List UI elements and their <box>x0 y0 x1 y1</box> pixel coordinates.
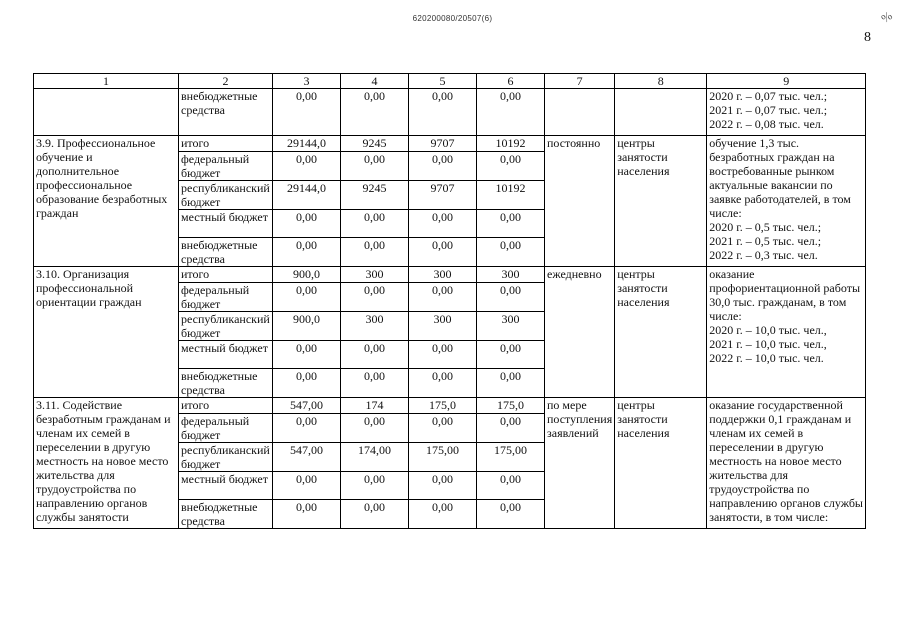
funding-source: внебюджетные средства <box>179 238 273 267</box>
funding-source: внебюджетные средства <box>179 500 273 529</box>
value-cell: 0,00 <box>477 500 545 529</box>
value-cell: 175,00 <box>477 443 545 472</box>
column-header: 7 <box>545 74 615 89</box>
value-cell: 0,00 <box>409 341 477 369</box>
funding-row <box>34 136 866 152</box>
value-cell: 174 <box>341 398 409 414</box>
value-cell: 10192 <box>477 181 545 210</box>
column-header: 3 <box>273 74 341 89</box>
program-table <box>33 73 866 529</box>
value-cell: 0,00 <box>273 414 341 443</box>
funding-source: итого <box>179 267 273 283</box>
value-cell: 0,00 <box>273 152 341 181</box>
value-cell: 0,00 <box>341 210 409 238</box>
value-cell: 900,0 <box>273 267 341 283</box>
value-cell: 9707 <box>409 136 477 152</box>
value-cell: 0,00 <box>477 472 545 500</box>
funding-source: федеральный бюджет <box>179 283 273 312</box>
value-cell: 0,00 <box>273 238 341 267</box>
funding-source: федеральный бюджет <box>179 152 273 181</box>
funding-source: внебюджетные средства <box>179 369 273 398</box>
value-cell: 0,00 <box>477 210 545 238</box>
column-numbers-row <box>34 74 866 89</box>
funding-source: местный бюджет <box>179 341 273 369</box>
funding-source: итого <box>179 136 273 152</box>
value-cell: 0,00 <box>409 369 477 398</box>
period-cell: постоянно <box>545 136 615 267</box>
value-cell: 0,00 <box>409 210 477 238</box>
value-cell: 175,0 <box>409 398 477 414</box>
value-cell: 0,00 <box>477 414 545 443</box>
page-number: 8 <box>864 30 871 45</box>
funding-row <box>34 267 866 283</box>
empty-cell <box>34 89 179 136</box>
value-cell: 175,00 <box>409 443 477 472</box>
value-cell: 0,00 <box>409 283 477 312</box>
value-cell: 0,00 <box>477 238 545 267</box>
empty-cell <box>615 89 707 136</box>
value-cell: 0,00 <box>477 283 545 312</box>
executor-cell: центры занятости населения <box>615 398 707 529</box>
handwritten-mark: % <box>878 8 895 26</box>
period-cell: ежедневно <box>545 267 615 398</box>
value-cell: 0,00 <box>273 341 341 369</box>
value-cell: 0,00 <box>409 500 477 529</box>
funding-source: федеральный бюджет <box>179 414 273 443</box>
funding-source: республиканский бюджет <box>179 181 273 210</box>
value-cell: 300 <box>341 312 409 341</box>
value-cell: 0,00 <box>409 472 477 500</box>
value-cell: 547,00 <box>273 398 341 414</box>
value-cell: 9245 <box>341 136 409 152</box>
value-cell: 29144,0 <box>273 181 341 210</box>
value-cell: 300 <box>409 312 477 341</box>
column-header: 8 <box>615 74 707 89</box>
value-cell: 300 <box>409 267 477 283</box>
period-cell: по мере поступления заявлений <box>545 398 615 529</box>
value-cell: 300 <box>341 267 409 283</box>
value-cell: 0,00 <box>477 89 545 136</box>
value-cell: 0,00 <box>273 283 341 312</box>
value-cell: 0,00 <box>341 89 409 136</box>
result-cell: обучение 1,3 тыс. безработных граждан на востребованные рынком актуальные вакансии по заявке работодателей, в том числе: 2020 г. – 0,5 тыс. чел.; 2021 г. – 0,5 тыс. чел.; 2022 г. – 0,3 тыс. чел. <box>707 136 866 267</box>
value-cell: 300 <box>477 312 545 341</box>
value-cell: 29144,0 <box>273 136 341 152</box>
value-cell: 900,0 <box>273 312 341 341</box>
column-header: 5 <box>409 74 477 89</box>
value-cell: 0,00 <box>477 369 545 398</box>
value-cell: 0,00 <box>341 369 409 398</box>
result-cell: 2020 г. – 0,07 тыс. чел.; 2021 г. – 0,07 тыс. чел.; 2022 г. – 0,08 тыс. чел. <box>707 89 866 136</box>
funding-source: республиканский бюджет <box>179 312 273 341</box>
value-cell: 9245 <box>341 181 409 210</box>
funding-source: внебюджетные средства <box>179 89 273 136</box>
result-cell: оказание государственной поддержки 0,1 гражданам и членам их семей в переселении в другую местность на новое место жительства для трудоустройства по направлению органов службы занятости, в том числе: <box>707 398 866 529</box>
empty-cell <box>545 89 615 136</box>
value-cell: 0,00 <box>409 238 477 267</box>
value-cell: 0,00 <box>341 500 409 529</box>
value-cell: 0,00 <box>409 89 477 136</box>
value-cell: 0,00 <box>341 152 409 181</box>
executor-cell: центры занятости населения <box>615 267 707 398</box>
column-header: 1 <box>34 74 179 89</box>
executor-cell: центры занятости населения <box>615 136 707 267</box>
funding-row <box>34 398 866 414</box>
value-cell: 0,00 <box>341 472 409 500</box>
column-header: 9 <box>707 74 866 89</box>
value-cell: 0,00 <box>341 283 409 312</box>
value-cell: 0,00 <box>341 341 409 369</box>
value-cell: 175,0 <box>477 398 545 414</box>
value-cell: 9707 <box>409 181 477 210</box>
value-cell: 174,00 <box>341 443 409 472</box>
value-cell: 0,00 <box>341 414 409 443</box>
value-cell: 0,00 <box>273 210 341 238</box>
funding-source: местный бюджет <box>179 210 273 238</box>
value-cell: 10192 <box>477 136 545 152</box>
document-code: 620200080/20507(6) <box>412 14 493 23</box>
value-cell: 0,00 <box>273 369 341 398</box>
value-cell: 300 <box>477 267 545 283</box>
value-cell: 0,00 <box>409 414 477 443</box>
value-cell: 0,00 <box>409 152 477 181</box>
value-cell: 0,00 <box>273 500 341 529</box>
funding-source: итого <box>179 398 273 414</box>
value-cell: 0,00 <box>477 341 545 369</box>
column-header: 2 <box>179 74 273 89</box>
measure-title: 3.11. Содействие безработным гражданам и членам их семей в переселении в другую местность на новое место жительства для трудоустройства по направлению органов службы занятости <box>34 398 179 529</box>
value-cell: 0,00 <box>477 152 545 181</box>
continuation-row <box>34 89 866 136</box>
column-header: 6 <box>477 74 545 89</box>
value-cell: 0,00 <box>273 89 341 136</box>
value-cell: 547,00 <box>273 443 341 472</box>
result-cell: оказание профориентационной работы 30,0 тыс. гражданам, в том числе: 2020 г. – 10,0 тыс. чел., 2021 г. – 10,0 тыс. чел., 2022 г. – 10,0 тыс. чел. <box>707 267 866 398</box>
funding-source: местный бюджет <box>179 472 273 500</box>
funding-source: республиканский бюджет <box>179 443 273 472</box>
value-cell: 0,00 <box>341 238 409 267</box>
measure-title: 3.9. Профессиональное обучение и дополнительное профессиональное образование безработных граждан <box>34 136 179 267</box>
value-cell: 0,00 <box>273 472 341 500</box>
measure-title: 3.10. Организация профессиональной ориентации граждан <box>34 267 179 398</box>
column-header: 4 <box>341 74 409 89</box>
